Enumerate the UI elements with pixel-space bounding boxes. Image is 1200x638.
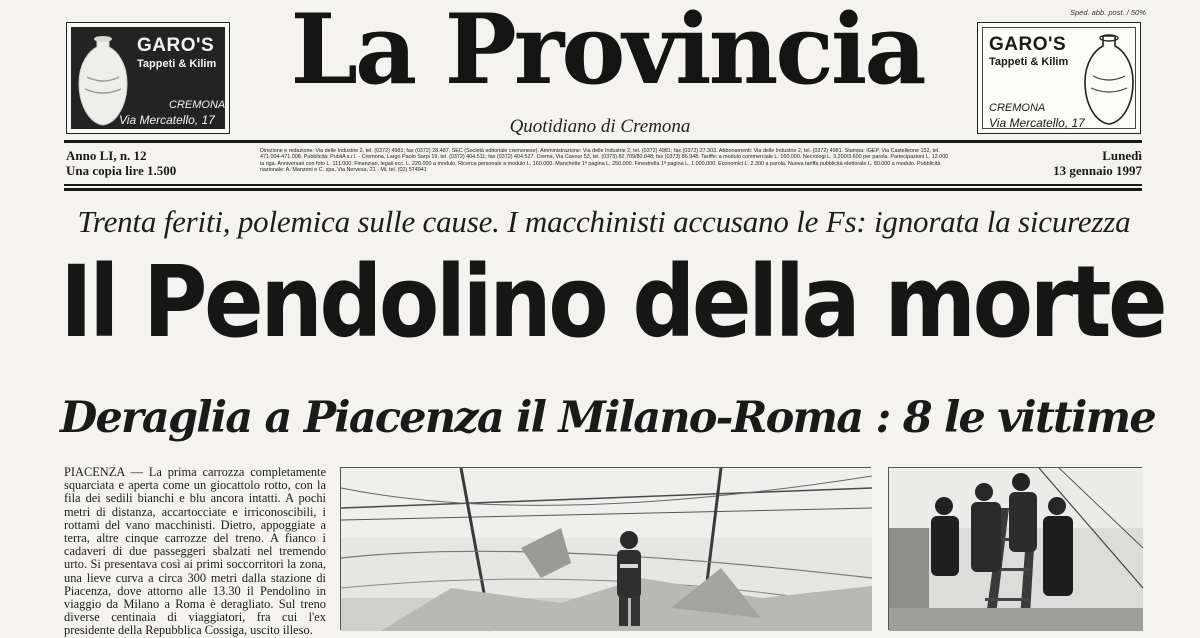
ad-city: CREMONA [169,99,226,111]
ad-background [982,27,1136,129]
photo-rescuers [888,467,1142,630]
article-body [64,465,326,638]
sub-headline: Deraglia a Piacenza il Milano-Roma : 8 le vittime [60,393,1155,443]
photo-derailment-scene [340,467,871,630]
ad-garos-left [66,22,230,134]
issue-date: 13 gennaio 1997 [1053,163,1142,178]
kicker-headline: Trenta feriti, polemica sulle cause. I macchinisti accusano le Fs: ignorata la sicurezza [77,204,1131,239]
ad-garos-right [977,22,1141,134]
ad-street: Via Mercatello, 17 [119,113,215,127]
photo-illustration [341,468,872,631]
postal-notice: Sped. abb. post. / 50% [1070,8,1146,17]
photo-illustration [889,468,1143,631]
ad-subtitle: Tappeti & Kilim [989,56,1069,68]
newspaper-masthead: La Provincia [290,0,924,106]
issue-price: Una copia lire 1.500 [66,163,177,178]
bottom-rule [64,184,1142,186]
ad-subtitle: Tappeti & Kilim [137,58,217,70]
main-headline: Il Pendolino della morte [60,244,1165,360]
bottom-rule-thick [64,188,1142,191]
ad-street: Via Mercatello, 17 [989,116,1085,130]
issue-volume: Anno LI, n. 12 [66,148,147,163]
ad-brand: GARO'S [137,35,215,56]
masthead-tagline: Quotidiano di Cremona [509,116,691,137]
issue-day: Lunedì [1102,148,1142,163]
article-text: La prima carrozza completamente squarciata e aperta come un giocattolo rotto, con la fila dei sedili bianchi e blu ancora intatti. A pochi metri di distanza, accartocciate e irriconoscibili, i rottami del vano macchinisti. Dietro, appoggiate a terra, altre cinque carrozze del treno. A fianco i cadaveri di due passeggeri sbalzati nel tremendo urto. Si presentava così ai primi soccorritori la zona, una lieve curva a circa 300 metri dalla stazione di Piacenza, dove attorno alle 13.30 il Pendolino in viaggio da Milano a Roma è deragliato. Sul treno diverse centinaia di viaggiatori, fra cui l'ex presidente della Repubblica Cossiga, uscito illeso. [64,465,326,638]
ad-background [71,27,225,129]
vase-icon [1083,32,1135,130]
ad-city: CREMONA [989,102,1046,114]
top-rule [64,140,1142,143]
imprint-text: Direzione e redazione: Via delle Industrie 2, tel. (0372) 4981; fax (0372) 28.487. SEC (Società editoriale cremonese). Amministrazione: Via delle Industrie 2, tel. (0372) 4981; fax (0372) 27.303. Abbonamenti: Via delle Industrie 2, tel. (0372) 4981. Stampa: IGEP, Via Castelleone 152, tel. 471.004-471.008. Pubblicità: PubliA s.r.l. - Cremona, Largo Paolo Sarpi 19, tel. (0372) 404.511; fax (0372) 404.527. Crema, Via Cavour 53, tel. (0373) 82.709/80.848; fax (0373) 86.948. Tariffe: a modulo commerciale L. 160.000. Necrologi L. 3.200/3.600 per parola. Partecipazioni L. 12.000 la riga. Anniversari con foto L. 111.000. Finanziari, legali ecc. L. 220.000 a modulo. Ricerca personale a modulo L. 160.000. Manchette 1ª pagina L. 250.000. Finestrella 1ª pagina L. 1.000.000. Economici L. 2.300 a parola. Nuova tariffa pubblicità elettorale L. 80.000 a modulo. Pubblicità nazionale: A. Manzoni e C. spa, Via Nervesa, 21 - Mi, tel. (02) 574941 [260,148,949,174]
ad-brand: GARO'S [989,34,1067,55]
article-dateline: PIACENZA — [64,465,143,479]
